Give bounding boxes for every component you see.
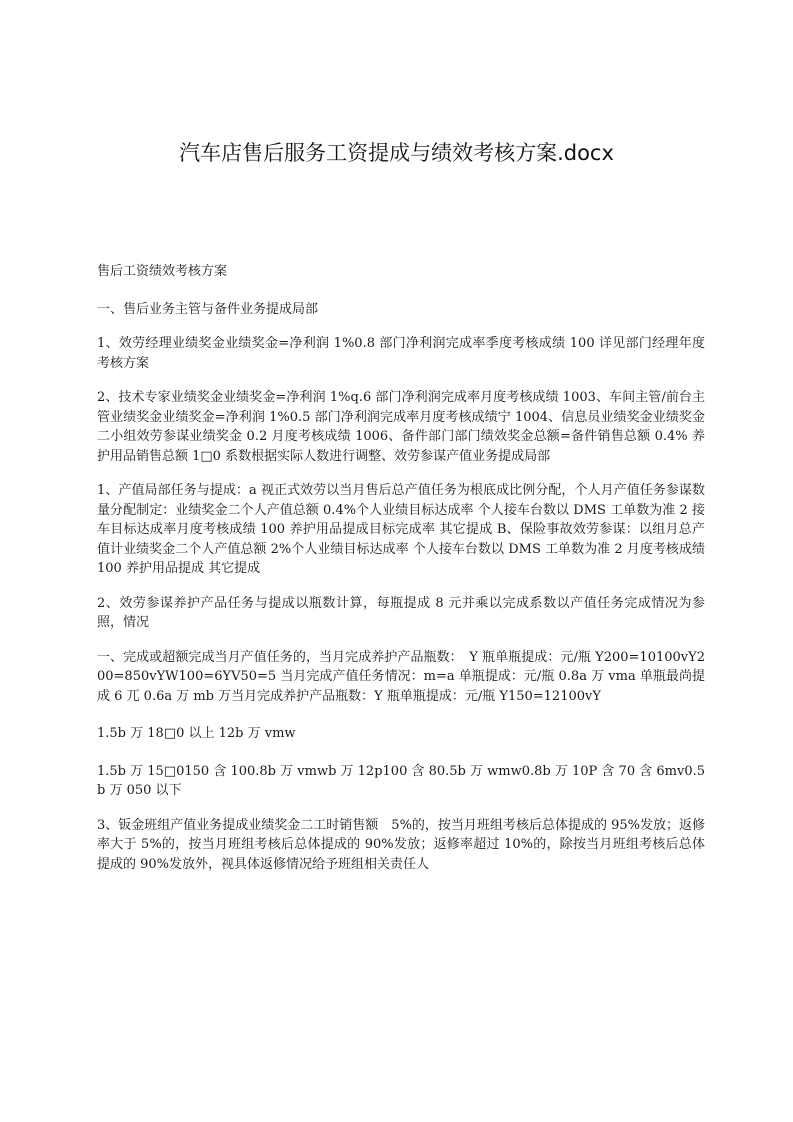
- document-body: [97, 262, 705, 874]
- paragraph-sheet-metal: 3、钣金班组产值业务提成业绩奖金二工时销售额 5%的，按当月班组考核后总体提成的 95%发放；返修率大于 5%的，按当月班组考核后总体提成的 90%发放；返修率超过 10%的，除按当月班组考核后总体提成的 90%发放外，视具体返修情况给予班组相关责任人: [97, 817, 705, 872]
- paragraph-completion: 一、完成或超额完成当月产值任务的，当月完成养护产品瓶数： Y 瓶单瓶提成：元/瓶 Y200=10100vY200=850vYW100=6YV50=5 当月完成产值任务情况：m=a 单瓶提成：元/瓶 0.8a 万 vma 单瓶最尚提成 6 兀 0.6a 万 mb 万当月完成养护产品瓶数：Y 瓶单瓶提成：元/瓶 Y150=12100vY: [97, 649, 705, 704]
- paragraph-formula-2: 1.5b 万 15□0150 含 100.8b 万 vmwb 万 12p100 含 80.5b 万 wmw0.8b 万 10P 含 70 含 6mv0.5b 万 050 以下: [97, 763, 705, 798]
- paragraph-heading: 售后工资绩效考核方案: [97, 264, 228, 279]
- paragraph-item-2: 2、技术专家业绩奖金业绩奖金=净利润 1%q.6 部门净利润完成率月度考核成绩 1003、车间主管/前台主管业绩奖金业绩奖金=净利润 1%0.5 部门净利润完成率月度考核成绩宁 1004、信息员业绩奖金业绩奖金二小组效劳参谋业绩奖金 0.2 月度考核成绩 1006、备件部门部门绩效奖金总额=备件销售总额 0.4% 养护用品销售总额 1□0 系数根据实际人数进行调整、效劳参谋产值业务提成局部: [97, 390, 705, 464]
- paragraph-section-1: 一、售后业务主管与备件业务提成局部: [97, 301, 319, 317]
- document-title: 汽车店售后服务工资提成与绩效考核方案.docx: [179, 141, 614, 165]
- paragraph-item-1: 1、效劳经理业绩奖金业绩奖金=净利润 1%0.8 部门净利润完成率季度考核成绩 100 详见部门经理年度考核方案: [97, 336, 705, 371]
- paragraph-output-task: 1、产值局部任务与提成：a 视正式效劳以当月售后总产值任务为根底成比例分配，个人月产值任务参谋数量分配制定：业绩奖金二个人产值总额 0.4%个人业绩目标达成率 个人接车台数以 DMS 工单数为准 2 接车目标达成率月度考核成绩 100 养护用品提成目标完成率 其它提成 B、保险事故效劳参谋：以组月总产值计业绩奖金二个人产值总额 2%个人业绩目标达成率 个人接车台数以 DMS 工单数为准 2 月度考核成绩 100 养护用品提成 其它提成: [97, 483, 705, 576]
- paragraph-maintenance-task: 2、效劳参谋养护产品任务与提成以瓶数计算，每瓶提成 8 元并乘以完成系数以产值任务完成情况为参照，情况: [97, 595, 705, 630]
- paragraph-formula-1: 1.5b 万 18□0 以上 12b 万 vmw: [97, 726, 296, 741]
